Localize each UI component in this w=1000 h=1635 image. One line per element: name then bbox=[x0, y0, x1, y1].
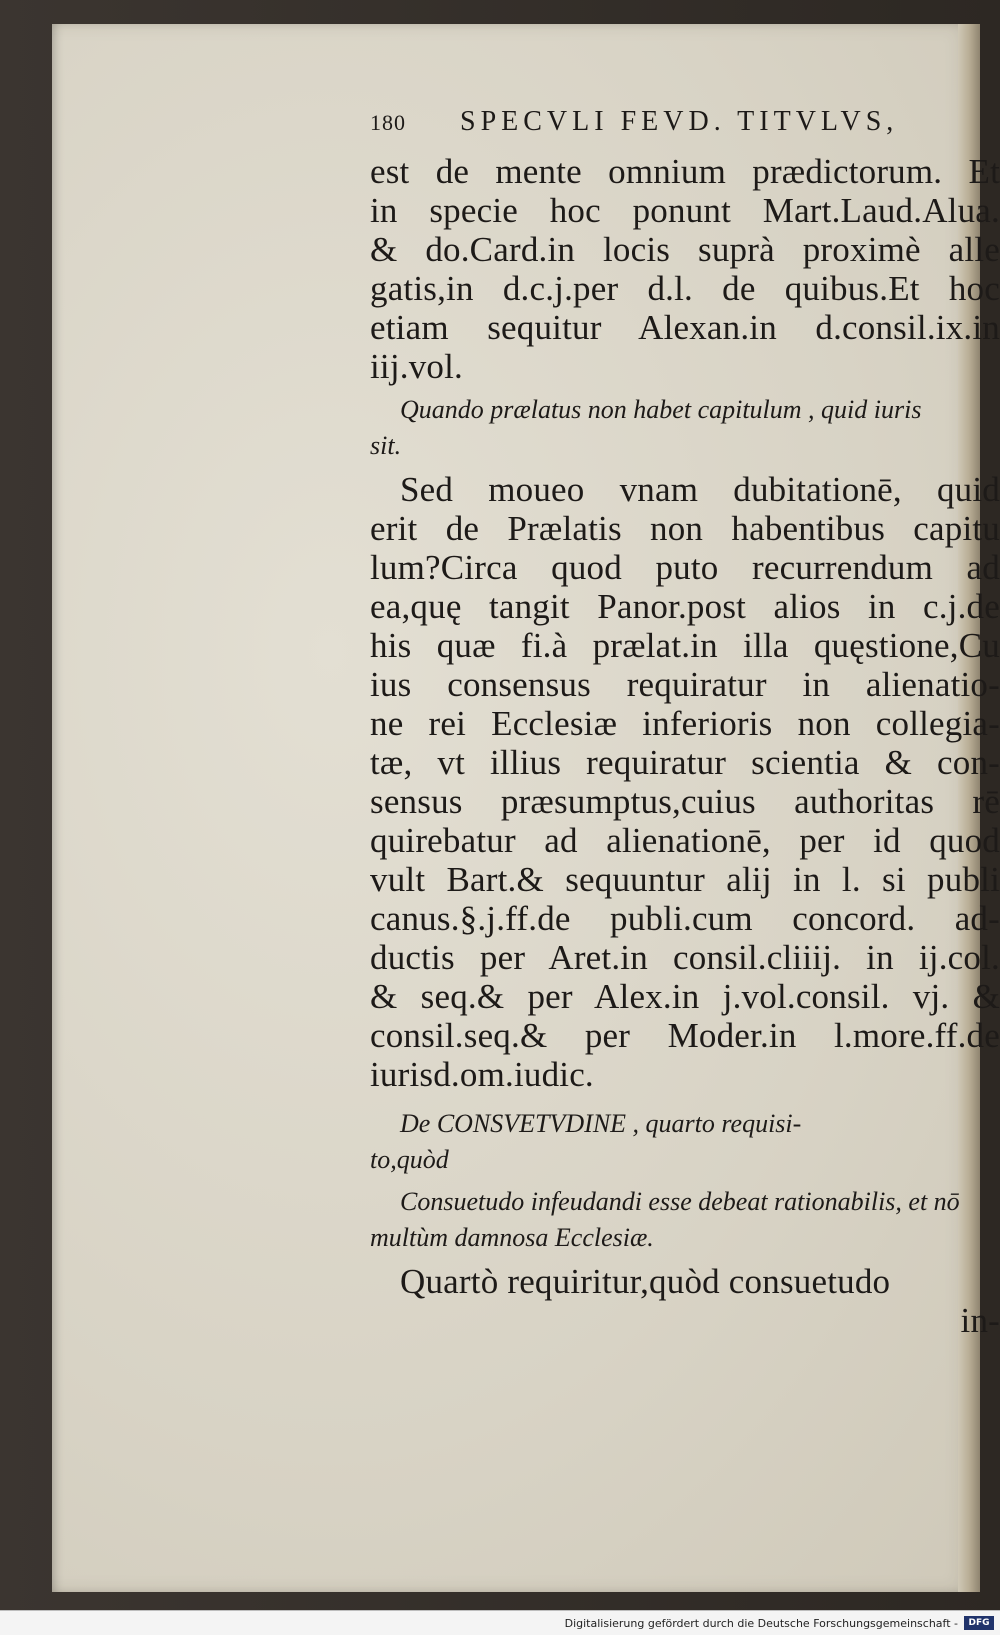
heading-line: to,quòd bbox=[370, 1145, 449, 1174]
catchword: in- bbox=[960, 1301, 1000, 1340]
text-line: lum?Circa quod puto recurrendum ad bbox=[370, 548, 1000, 587]
side-heading-1 bbox=[370, 392, 1000, 464]
text-line: ne rei Ecclesiæ inferioris non collegia- bbox=[370, 704, 1000, 743]
text-line: canus.§.j.ff.de publi.cum concord. ad- bbox=[370, 899, 1000, 938]
side-heading-3 bbox=[370, 1184, 1000, 1256]
text-line: his quæ fi.à prælat.in illa quęstione,Cu bbox=[370, 626, 1000, 665]
heading-line: sit. bbox=[370, 431, 402, 460]
text-line: est de mente omnium prædictorum. Et bbox=[370, 152, 1000, 191]
text-line: & seq.& per Alex.in j.vol.consil. vj. & bbox=[370, 977, 1000, 1016]
text-line: ea,quę tangit Panor.post alios in c.j.de bbox=[370, 587, 1000, 626]
side-heading-2 bbox=[370, 1106, 1000, 1178]
text-line: ius consensus requiratur in alienatio- bbox=[370, 665, 1000, 704]
text-line: iurisd.om.iudic. bbox=[370, 1055, 594, 1094]
page-number: 180 bbox=[370, 110, 406, 135]
heading-line: multùm damnosa Ecclesiæ. bbox=[370, 1223, 654, 1252]
text-line: vult Bart.& sequuntur alij in l. si publi bbox=[370, 860, 1000, 899]
text-line: sensus præsumptus,cuius authoritas rē bbox=[370, 782, 1000, 821]
text-line: Quartò requiritur,quòd consuetudo bbox=[400, 1262, 891, 1301]
text-line: gatis,in d.c.j.per d.l. de quibus.Et hoc bbox=[370, 269, 1000, 308]
book-page bbox=[52, 24, 1000, 1592]
text-line: consil.seq.& per Moder.in l.more.ff.de bbox=[370, 1016, 1000, 1055]
running-title: SPECVLI FEVD. TITVLVS, bbox=[460, 106, 899, 137]
paragraph-2 bbox=[370, 470, 1000, 1094]
page-header bbox=[370, 106, 1000, 152]
heading-line: Consuetudo infeudandi esse debeat rationabilis, et nō bbox=[400, 1187, 960, 1216]
digitization-footer bbox=[0, 1610, 1000, 1635]
text-line: iij.vol. bbox=[370, 347, 463, 386]
text-line: quirebatur ad alienationē, per id quod bbox=[370, 821, 1000, 860]
text-line: ductis per Aret.in consil.cliiij. in ij.col. bbox=[370, 938, 1000, 977]
text-line: tæ, vt illius requiratur scientia & con- bbox=[370, 743, 1000, 782]
footer-credit: Digitalisierung gefördert durch die Deutsche Forschungsgemeinschaft - bbox=[564, 1616, 958, 1630]
dfg-logo-icon: DFG bbox=[964, 1616, 994, 1630]
text-line: & do.Card.in locis suprà proximè alle bbox=[370, 230, 1000, 269]
text-line: etiam sequitur Alexan.in d.consil.ix.in bbox=[370, 308, 1000, 347]
text-line: in specie hoc ponunt Mart.Laud.Alua. bbox=[370, 191, 1000, 230]
paragraph-1 bbox=[370, 152, 1000, 386]
text-line: erit de Prælatis non habentibus capitu bbox=[370, 509, 1000, 548]
paragraph-3 bbox=[370, 1262, 1000, 1340]
heading-line: Quando prælatus non habet capitulum , quid iuris bbox=[400, 395, 922, 424]
heading-line: De CONSVETVDINE , quarto requisi- bbox=[400, 1109, 802, 1138]
text-block bbox=[370, 106, 1000, 1340]
text-line: Sed moueo vnam dubitationē, quid bbox=[400, 470, 1000, 509]
